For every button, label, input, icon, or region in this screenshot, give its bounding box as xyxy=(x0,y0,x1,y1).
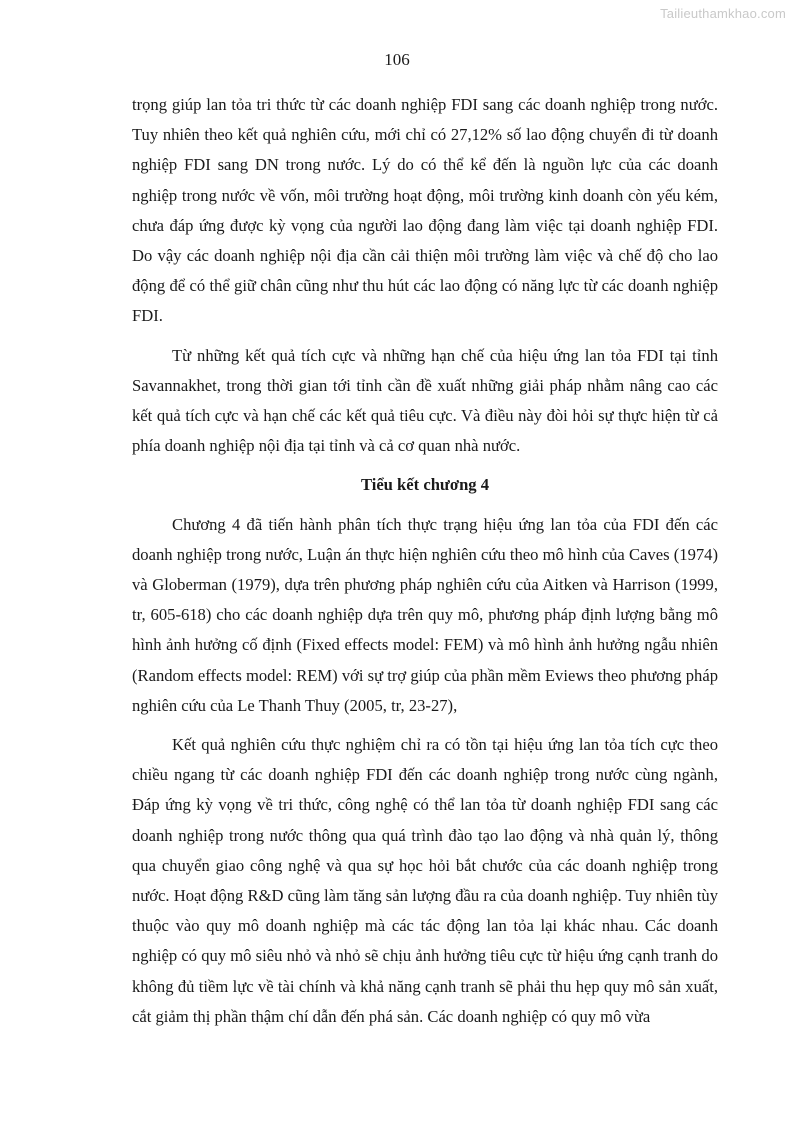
paragraph-conclusion: Từ những kết quả tích cực và những hạn chế của hiệu ứng lan tỏa FDI tại tỉnh Savannakhet, trong thời gian tới tỉnh cần đề xuất những giải pháp nhằm nâng cao các kết quả tích cực và hạn chế các kết quả tiêu cực. Và điều này đòi hỏi sự thực hiện từ cả phía doanh nghiệp nội địa tại tỉnh và cả cơ quan nhà nước. xyxy=(132,345,718,456)
paragraph-chapter-summary: Chương 4 đã tiến hành phân tích thực trạng hiệu ứng lan tỏa của FDI đến các doanh nghiệp trong nước, Luận án thực hiện nghiên cứu theo mô hình của Caves (1974) và Globerman (1979), dựa trên phương pháp nghiên cứu của Aitken và Harrison (1999, tr, 605-618) cho các doanh nghiệp dựa trên quy mô, phương pháp định lượng bằng mô hình ảnh hưởng cố định (Fixed effects model: FEM) và mô hình ảnh hưởng ngẫu nhiên (Random effects model: REM) với sự trợ giúp của phần mềm Eviews theo phương pháp nghiên cứu của Le Thanh Thuy (2005, tr, 23-27), xyxy=(132,514,718,715)
paragraph-continuation: trọng giúp lan tỏa tri thức từ các doanh nghiệp FDI sang các doanh nghiệp trong nước. Tuy nhiên theo kết quả nghiên cứu, mới chỉ có 27,12% số lao động chuyển đi từ doanh nghiệp FDI sang DN trong nước. Lý do có thể kể đến là nguồn lực của các doanh nghiệp trong nước về vốn, môi trường hoạt động, môi trường kinh doanh còn yếu kém, chưa đáp ứng được kỳ vọng của người lao động đang làm việc tại doanh nghiệp FDI. Do vậy các doanh nghiệp nội địa cần cải thiện môi trường làm việc và chế độ cho lao động để có thể giữ chân cũng như thu hút các lao động có năng lực từ các doanh nghiệp FDI. xyxy=(132,95,718,326)
watermark-text: Tailieuthamkhao.com xyxy=(660,6,786,21)
page-number: 106 xyxy=(384,50,410,69)
document-body xyxy=(132,90,718,1041)
section-heading: Tiểu kết chương 4 xyxy=(360,475,490,495)
paragraph-results: Kết quả nghiên cứu thực nghiệm chỉ ra có tồn tại hiệu ứng lan tỏa tích cực theo chiều ngang từ các doanh nghiệp FDI đến các doanh nghiệp trong nước cùng ngành, Đáp ứng kỳ vọng về tri thức, công nghệ có thể lan tỏa từ doanh nghiệp FDI sang các doanh nghiệp trong nước thông qua quá trình đào tạo lao động và nhà quản lý, thông qua chuyển giao công nghệ và qua sự học hỏi bắt chước của các doanh nghiệp trong nước. Hoạt động R&D cũng làm tăng sản lượng đầu ra của doanh nghiệp. Tuy nhiên tùy thuộc vào quy mô doanh nghiệp mà các tác động lan tỏa lại khác nhau. Các doanh nghiệp có quy mô siêu nhỏ và nhỏ sẽ chịu ảnh hưởng tiêu cực từ hiệu ứng cạnh tranh do không đủ tiềm lực về tài chính và khả năng cạnh tranh sẽ phải thu hẹp quy mô sản xuất, cắt giảm thị phần thậm chí dẫn đến phá sản. Các doanh nghiệp có quy mô vừa xyxy=(132,735,718,1026)
